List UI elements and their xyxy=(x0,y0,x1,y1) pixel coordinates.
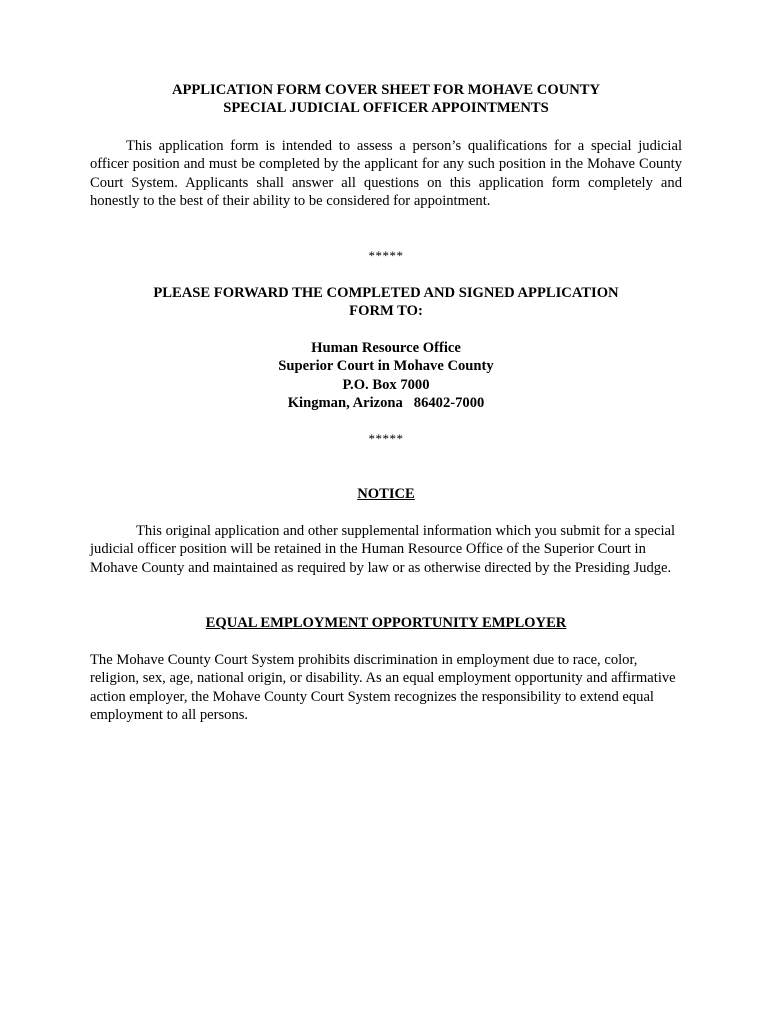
document-title xyxy=(90,81,682,118)
address-city-state-zip: Kingman, Arizona 86402-7000 xyxy=(287,395,485,412)
address-po-box: P.O. Box 7000 xyxy=(342,376,430,393)
forward-instruction xyxy=(90,284,682,321)
forward-line-2: FORM TO: xyxy=(349,303,423,320)
eeo-paragraph: The Mohave County Court System prohibits discrimination in employment due to race, color, religion, sex, age, national origin, or disability. As an equal employment opportunity and affirmative action employer, the Mohave County Court System recognizes the responsibility to extend equal employment to all persons. xyxy=(90,652,676,724)
address-court: Superior Court in Mohave County xyxy=(278,358,494,375)
title-line-2: SPECIAL JUDICIAL OFFICER APPOINTMENTS xyxy=(223,100,549,117)
title-line-1: APPLICATION FORM COVER SHEET FOR MOHAVE COUNTY xyxy=(171,82,601,98)
intro-paragraph: This application form is intended to assess a person’s qualifications for a special judicial officer position and must be completed by the applicant for any such position in the Mohave County Court System. Applicants shall answer all questions on this application form completely and honestly to the best of their ability to be considered for appointment. xyxy=(90,138,682,210)
forward-line-1: PLEASE FORWARD THE COMPLETED AND SIGNED APPLICATION xyxy=(153,285,619,301)
separator-asterisks: ***** xyxy=(368,431,404,446)
address-office: Human Resource Office xyxy=(311,340,461,356)
notice-heading: NOTICE xyxy=(357,486,415,502)
separator-asterisks: ***** xyxy=(368,248,404,263)
eeo-heading: EQUAL EMPLOYMENT OPPORTUNITY EMPLOYER xyxy=(205,615,567,631)
mailing-address xyxy=(90,339,682,413)
notice-paragraph: This original application and other supplemental information which you submit for a special judicial officer position will be retained in the Human Resource Office of the Superior Court in Mohave County and maintained as required by law or as otherwise directed by the Presiding Judge. xyxy=(90,523,676,576)
